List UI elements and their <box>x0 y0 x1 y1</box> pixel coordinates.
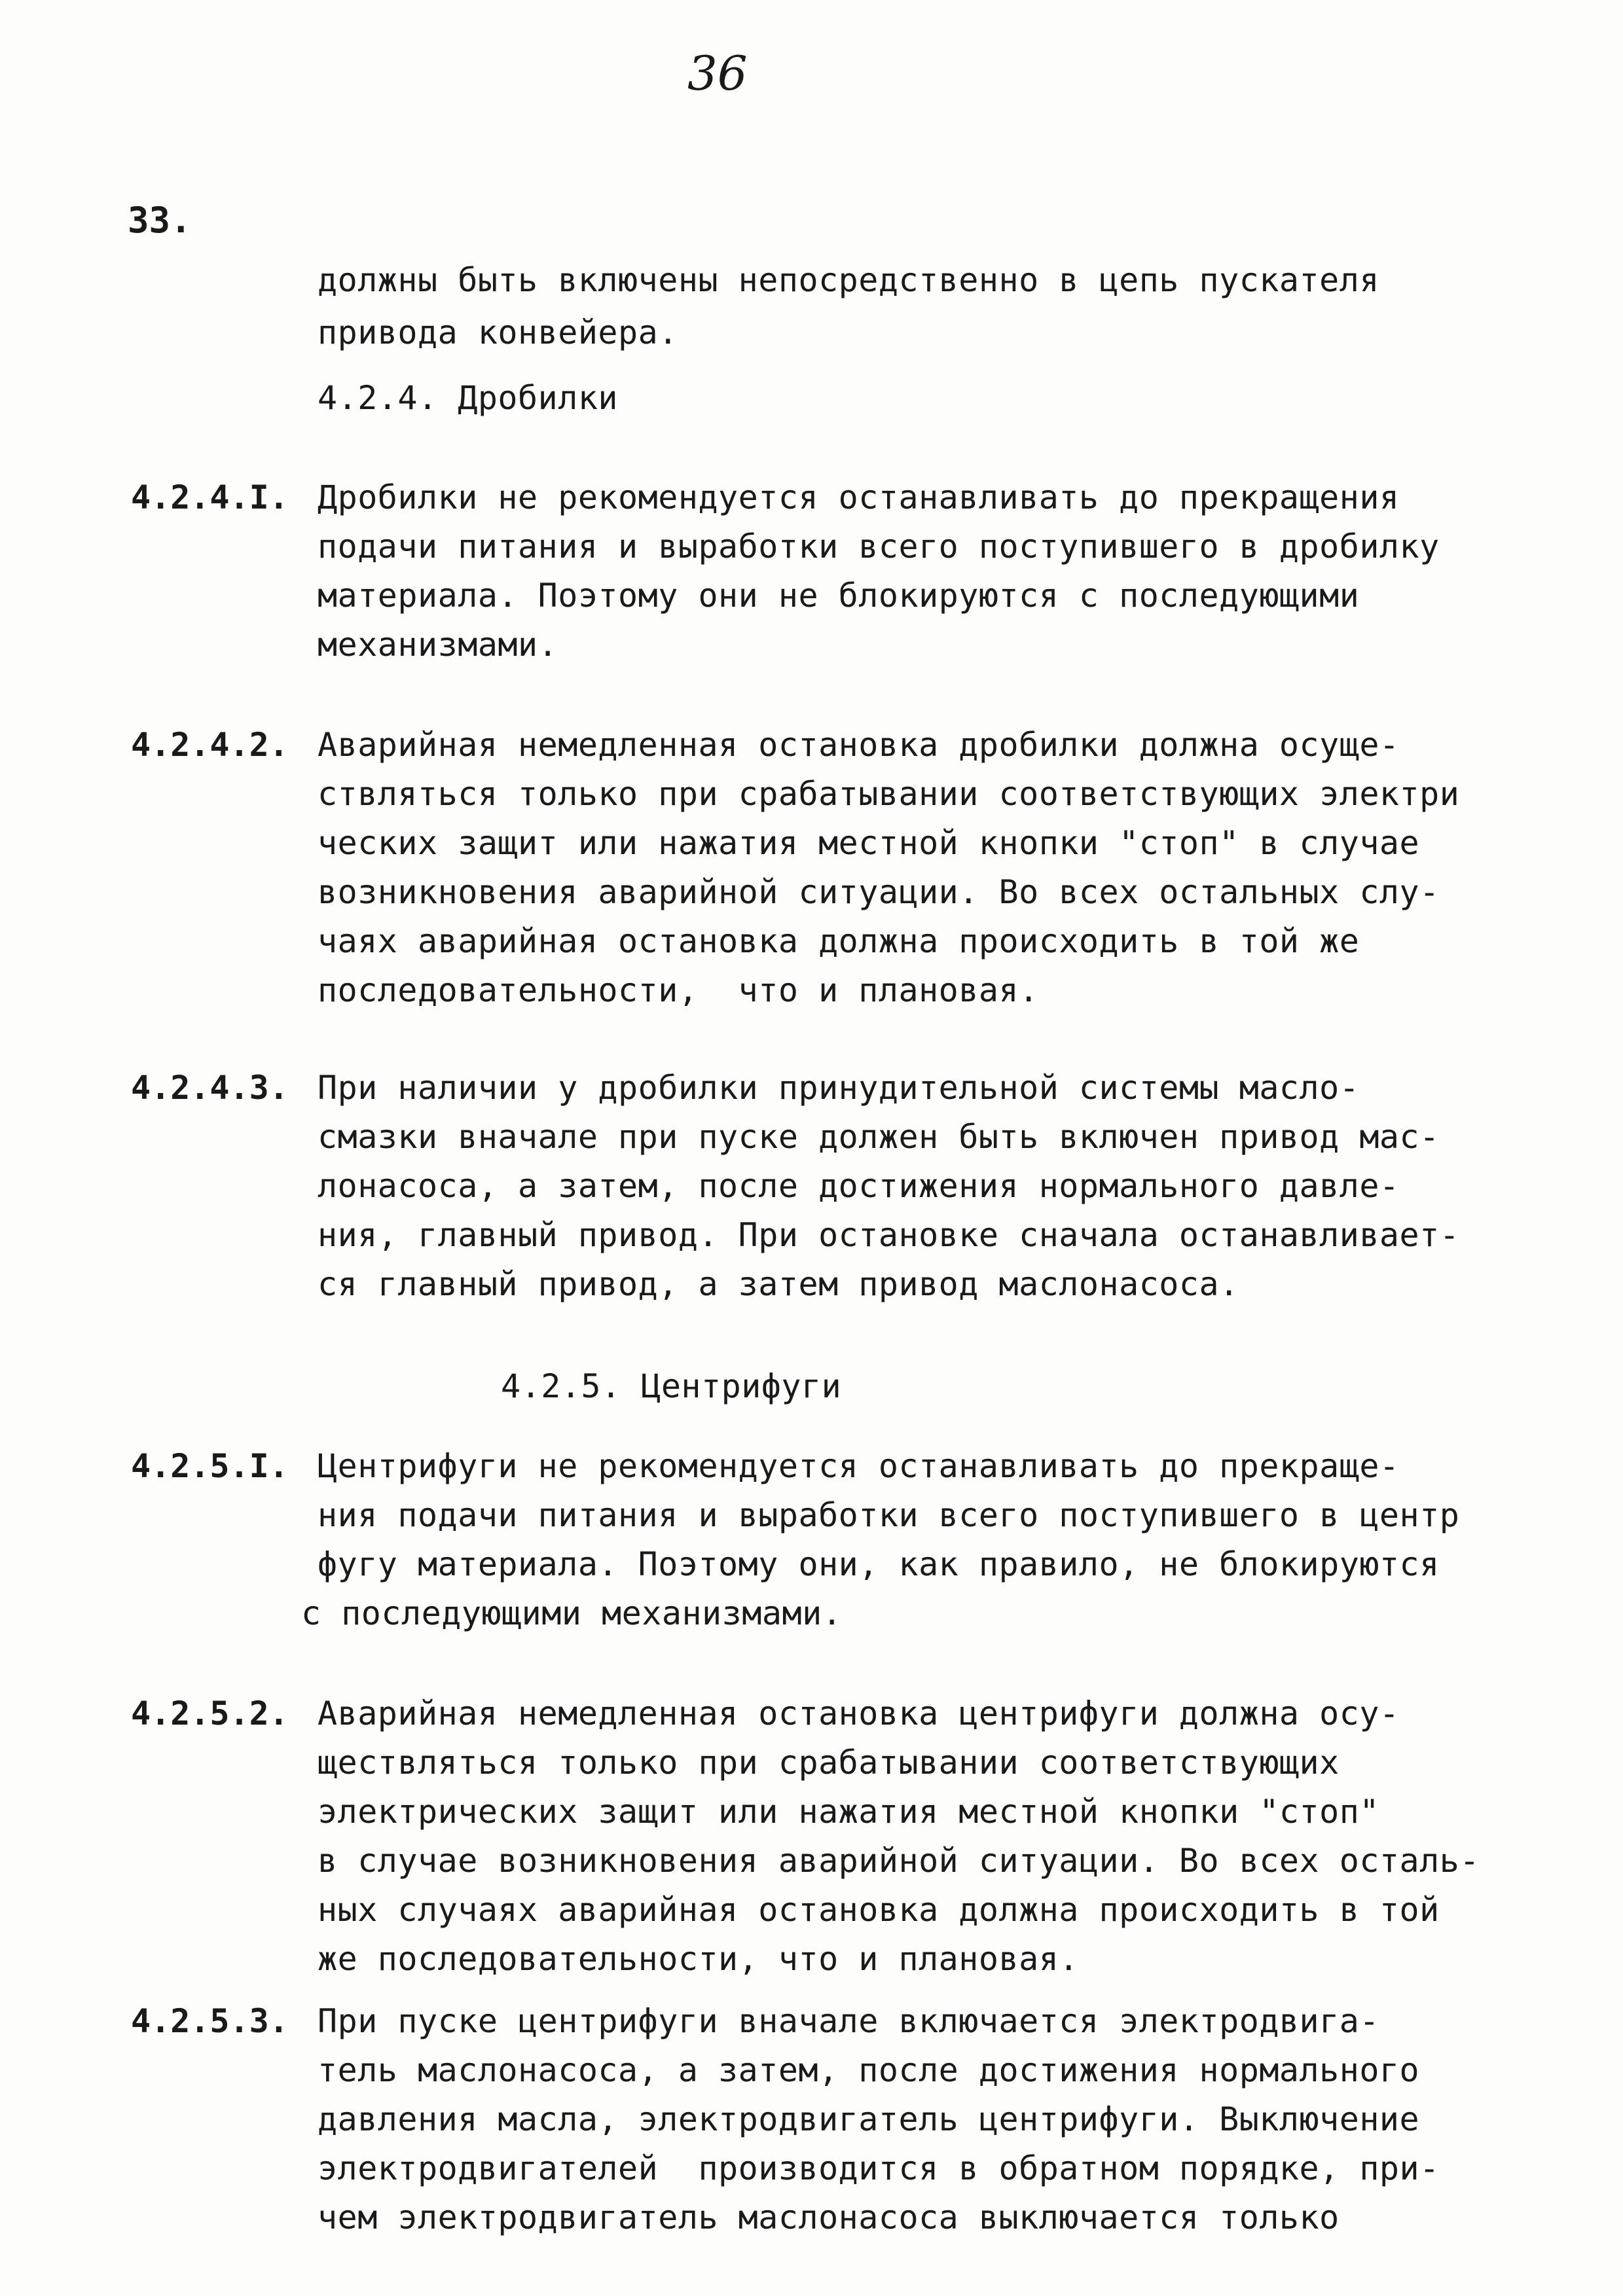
typed-page-number: 33. <box>128 200 192 241</box>
paragraph-number: 4.2.4.I. <box>131 478 289 516</box>
paragraph-line: лонасоса, а затем, после достижения нормального давле- <box>318 1167 1400 1205</box>
intro-line: должны быть включены непосредственно в цепь пускателя <box>318 261 1379 299</box>
paragraph-line: в случае возникновения аварийной ситуации. Во всех осталь- <box>318 1842 1480 1880</box>
paragraph-line: ных случаях аварийная остановка должна происходить в той <box>318 1891 1440 1929</box>
paragraph-line: Аварийная немедленная остановка дробилки должна осуще- <box>318 726 1400 764</box>
paragraph-line: материала. Поэтому они не блокируются с последующими <box>318 577 1360 615</box>
paragraph-line: давления масла, электродвигатель центрифуги. Выключение <box>318 2100 1420 2138</box>
paragraph-line: ся главный привод, а затем привод маслонасоса. <box>318 1265 1239 1303</box>
paragraph-number: 4.2.5.2. <box>131 1695 289 1732</box>
paragraph-number: 4.2.4.3. <box>131 1069 289 1107</box>
intro-line: привода конвейера. <box>318 314 678 351</box>
paragraph-line: При пуске центрифуги вначале включается электродвига- <box>318 2002 1379 2040</box>
paragraph-line: с последующими механизмами. <box>301 1594 843 1632</box>
paragraph-line: ния, главный привод. При остановке сначала останавливает- <box>318 1216 1460 1254</box>
paragraph-number: 4.2.5.I. <box>131 1447 289 1485</box>
paragraph-line: подачи питания и выработки всего поступившего в дробилку <box>318 528 1440 565</box>
paragraph-line: смазки вначале при пуске должен быть включен привод мас- <box>318 1118 1440 1156</box>
paragraph-number: 4.2.4.2. <box>131 726 289 764</box>
paragraph-line: же последовательности, что и плановая. <box>318 1940 1079 1978</box>
paragraph-line: механизмами. <box>318 626 558 664</box>
paragraph-line: последовательности, что и плановая. <box>318 971 1039 1009</box>
paragraph-line: тель маслонасоса, а затем, после достижения нормального <box>318 2051 1420 2089</box>
section-heading-425: 4.2.5. Центрифуги <box>501 1367 842 1405</box>
paragraph-line: Аварийная немедленная остановка центрифуги должна осу- <box>318 1695 1400 1732</box>
paragraph-line: фугу материала. Поэтому они, как правило, не блокируются <box>318 1545 1440 1583</box>
paragraph-line: электрических защит или нажатия местной кнопки "стоп" <box>318 1793 1379 1831</box>
paragraph-line: чаях аварийная остановка должна происходить в той же <box>318 922 1360 960</box>
paragraph-line: чем электродвигатель маслонасоса выключается только <box>318 2198 1340 2236</box>
paragraph-line: Центрифуги не рекомендуется останавливать до прекраще- <box>318 1447 1400 1485</box>
paragraph-line: ствляться только при срабатывании соответствующих электри <box>318 775 1460 813</box>
handwritten-page-number: 36 <box>687 46 748 101</box>
paragraph-line: При наличии у дробилки принудительной системы масло- <box>318 1069 1360 1107</box>
paragraph-number: 4.2.5.3. <box>131 2002 289 2040</box>
paragraph-line: ществляться только при срабатывании соответствующих <box>318 1744 1340 1782</box>
paragraph-line: возникновения аварийной ситуации. Во всех остальных слу- <box>318 873 1440 911</box>
paragraph-line: ческих защит или нажатия местной кнопки "стоп" в случае <box>318 824 1420 862</box>
paragraph-line: Дробилки не рекомендуется останавливать до прекращения <box>318 478 1400 516</box>
paragraph-line: ния подачи питания и выработки всего поступившего в центр <box>318 1496 1460 1534</box>
paragraph-line: электродвигателей производится в обратном порядке, при- <box>318 2149 1440 2187</box>
section-heading-424: 4.2.4. Дробилки <box>318 379 619 417</box>
